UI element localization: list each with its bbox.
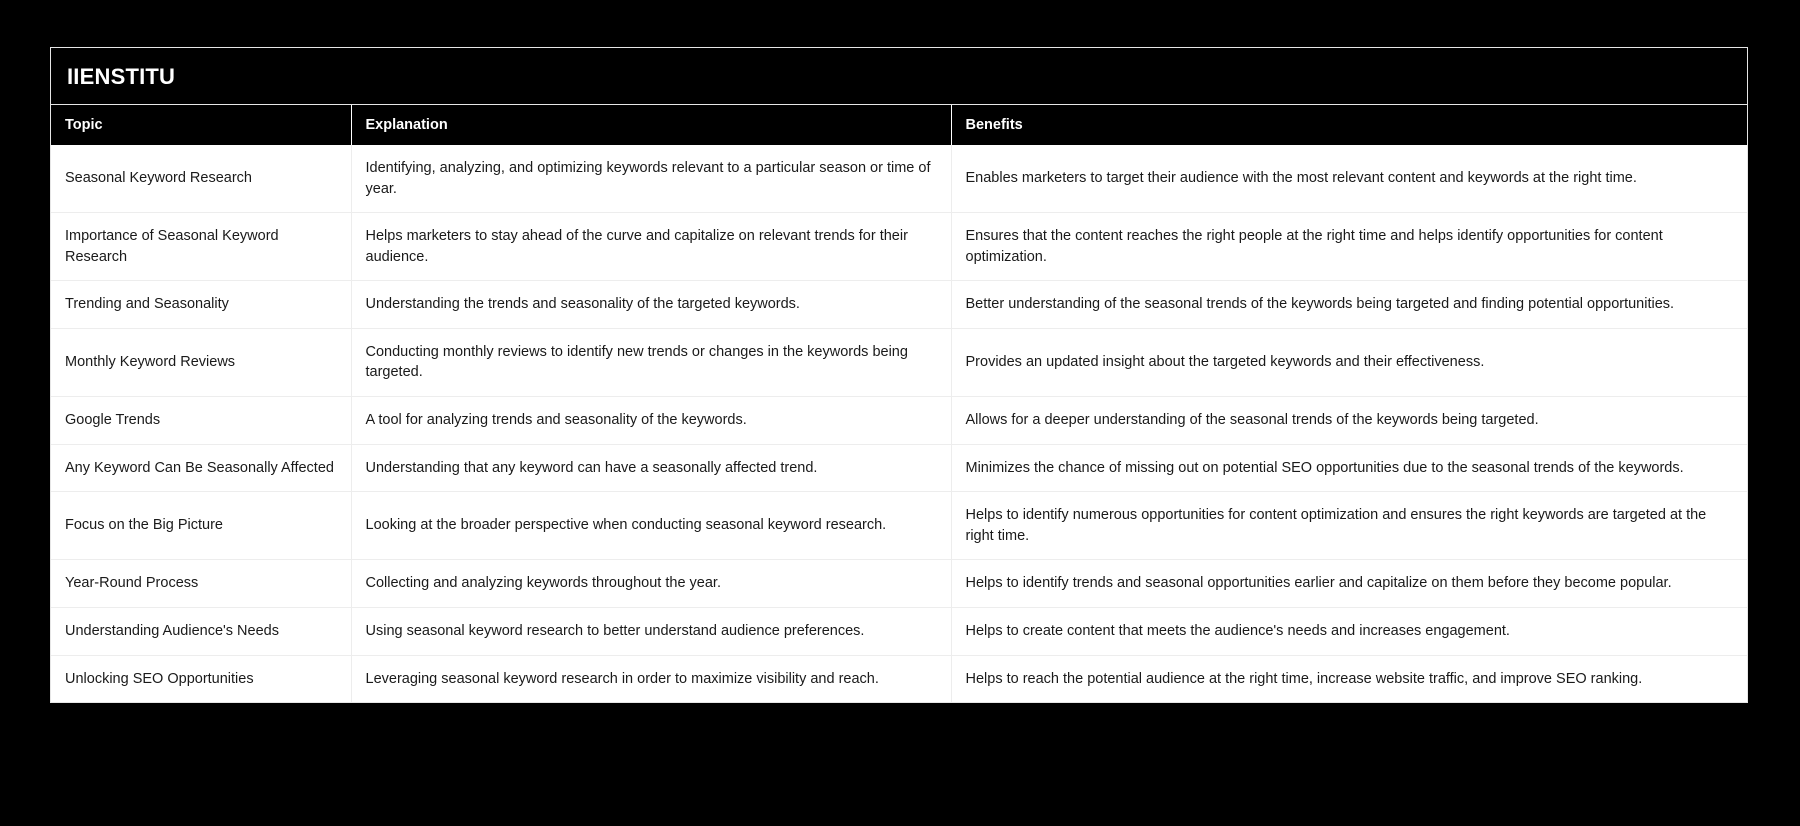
table-row [51,560,1747,608]
table-body [51,145,1747,702]
table-row [51,397,1747,445]
table-header-row [51,105,1747,145]
column-header-benefits: Benefits [951,105,1747,145]
cell-explanation: Leveraging seasonal keyword research in order to maximize visibility and reach. [351,655,951,702]
cell-benefits: Allows for a deeper understanding of the seasonal trends of the keywords being targeted. [951,397,1747,445]
table-header [51,105,1747,145]
column-header-topic: Topic [51,105,351,145]
cell-benefits: Enables marketers to target their audience with the most relevant content and keywords at the right time. [951,145,1747,213]
table-row [51,607,1747,655]
cell-topic: Seasonal Keyword Research [51,145,351,213]
cell-benefits: Minimizes the chance of missing out on potential SEO opportunities due to the seasonal trends of the keywords. [951,444,1747,492]
table-card [50,47,1748,703]
table-row [51,145,1747,213]
cell-benefits: Ensures that the content reaches the right people at the right time and helps identify opportunities for content optimization. [951,213,1747,281]
cell-topic: Google Trends [51,397,351,445]
cell-explanation: Identifying, analyzing, and optimizing keywords relevant to a particular season or time of year. [351,145,951,213]
brand-title: IIENSTITU [67,64,176,89]
table-row [51,444,1747,492]
table-row [51,655,1747,702]
cell-topic: Year-Round Process [51,560,351,608]
cell-topic: Unlocking SEO Opportunities [51,655,351,702]
cell-topic: Focus on the Big Picture [51,492,351,560]
column-header-explanation: Explanation [351,105,951,145]
cell-topic: Trending and Seasonality [51,281,351,329]
cell-topic: Any Keyword Can Be Seasonally Affected [51,444,351,492]
cell-topic: Importance of Seasonal Keyword Research [51,213,351,281]
cell-explanation: Helps marketers to stay ahead of the curve and capitalize on relevant trends for their audience. [351,213,951,281]
cell-explanation: Using seasonal keyword research to better understand audience preferences. [351,607,951,655]
cell-explanation: Understanding that any keyword can have a seasonally affected trend. [351,444,951,492]
cell-explanation: Conducting monthly reviews to identify new trends or changes in the keywords being targeted. [351,328,951,396]
cell-explanation: Collecting and analyzing keywords throughout the year. [351,560,951,608]
cell-benefits: Helps to identify trends and seasonal opportunities earlier and capitalize on them before they become popular. [951,560,1747,608]
cell-explanation: Looking at the broader perspective when conducting seasonal keyword research. [351,492,951,560]
keyword-research-table [51,105,1747,702]
table-row [51,281,1747,329]
cell-benefits: Better understanding of the seasonal trends of the keywords being targeted and finding potential opportunities. [951,281,1747,329]
table-row [51,213,1747,281]
cell-benefits: Helps to identify numerous opportunities for content optimization and ensures the right keywords are targeted at the right time. [951,492,1747,560]
cell-benefits: Helps to reach the potential audience at the right time, increase website traffic, and improve SEO ranking. [951,655,1747,702]
cell-explanation: Understanding the trends and seasonality of the targeted keywords. [351,281,951,329]
cell-topic: Understanding Audience's Needs [51,607,351,655]
cell-benefits: Helps to create content that meets the audience's needs and increases engagement. [951,607,1747,655]
cell-explanation: A tool for analyzing trends and seasonality of the keywords. [351,397,951,445]
cell-benefits: Provides an updated insight about the targeted keywords and their effectiveness. [951,328,1747,396]
cell-topic: Monthly Keyword Reviews [51,328,351,396]
table-row [51,492,1747,560]
table-row [51,328,1747,396]
brand-header [51,48,1747,105]
